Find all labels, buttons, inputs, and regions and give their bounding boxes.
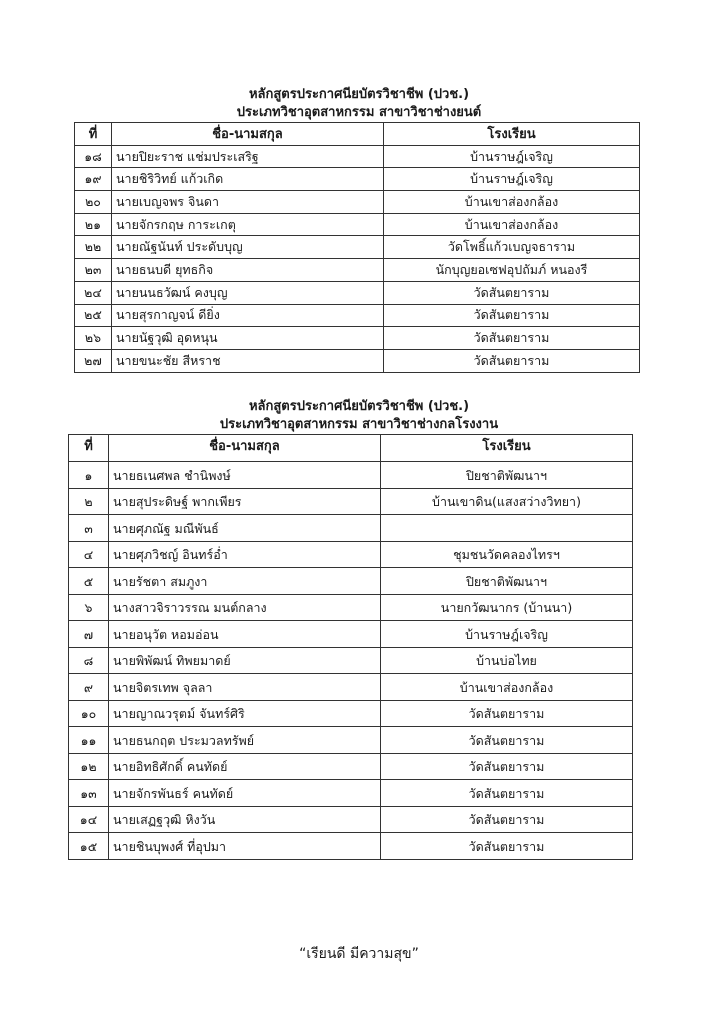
section2-subtitle: ประเภทวิชาอุตสาหกรรม สาขาวิชาช่างกลโรงงาน: [219, 417, 499, 432]
student-name: นายจักรพันธร์ คนทัดย์: [109, 780, 381, 807]
school-name: บ้านเขาส่องกล้อง: [381, 674, 633, 701]
student-name: นายอิทธิศักดิ์ คนทัดย์: [109, 753, 381, 780]
table-row: [69, 674, 633, 701]
section1-subtitle: ประเภทวิชาอุตสาหกรรม สาขาวิชาช่างยนต์: [236, 105, 482, 120]
footer-motto: “เรียนดี มีความสุข”: [299, 946, 419, 962]
school-name: วัดสันตยาราม: [381, 833, 633, 860]
table-row: [75, 327, 640, 350]
row-number: ๓: [69, 515, 109, 542]
section1-title: หลักสูตรประกาศนียบัตรวิชาชีพ (ปวช.): [248, 87, 470, 102]
school-name: ชุมชนวัดคลองไทรฯ: [381, 541, 633, 568]
table-row: [69, 833, 633, 860]
row-number: ๒๓: [75, 259, 112, 282]
header-name: ชื่อ-นามสกุล: [109, 435, 381, 462]
table-row: [69, 594, 633, 621]
table-header-row: [69, 435, 633, 462]
student-name: นายญาณวรุตม์ จันทร์ศิริ: [109, 700, 381, 727]
table-row: [75, 145, 640, 168]
student-name: นายอนุวัต หอมอ่อน: [109, 621, 381, 648]
student-name: นางสาวจิราวรรณ มนต์กลาง: [109, 594, 381, 621]
student-name: นายศุภณัฐ มณีพันธ์: [109, 515, 381, 542]
student-name: นายขนะชัย สีหราช: [112, 349, 384, 372]
student-name: นายธเนศพล ชำนิพงษ์: [109, 462, 381, 489]
school-name: วัดสันตยาราม: [384, 349, 640, 372]
row-number: ๒๑: [75, 213, 112, 236]
section2-table: [68, 434, 633, 860]
table-row: [69, 462, 633, 489]
student-name: นายพิพัฒน์ ทิพยมาดย์: [109, 647, 381, 674]
table-header-row: [75, 123, 640, 146]
row-number: ๙: [69, 674, 109, 701]
school-name: วัดสันตยาราม: [384, 327, 640, 350]
table-row: [69, 700, 633, 727]
row-number: ๑๔: [69, 806, 109, 833]
table-row: [69, 753, 633, 780]
table-row: [69, 541, 633, 568]
school-name: บ้านราษฎ์เจริญ: [384, 168, 640, 191]
row-number: ๕: [69, 568, 109, 595]
student-name: นายจักรกฤษ การะเกตุ: [112, 213, 384, 236]
school-name: บ้านราษฎ์เจริญ: [381, 621, 633, 648]
school-name: บ้านบ่อไทย: [381, 647, 633, 674]
student-name: นายธนกฤต ประมวลทรัพย์: [109, 727, 381, 754]
school-name: นักบุญยอเซฟอุปถัมภ์ หนองรี: [384, 259, 640, 282]
school-name: ปิยชาติพัฒนาฯ: [381, 462, 633, 489]
row-number: ๗: [69, 621, 109, 648]
student-name: นายสุรกาญจน์ ดียิ่ง: [112, 304, 384, 327]
row-number: ๑๐: [69, 700, 109, 727]
table-row: [69, 647, 633, 674]
table-row: [75, 259, 640, 282]
header-no: ที่: [75, 123, 112, 146]
section2-title: หลักสูตรประกาศนียบัตรวิชาชีพ (ปวช.): [248, 399, 470, 414]
school-name: วัดสันตยาราม: [381, 727, 633, 754]
row-number: ๒๐: [75, 191, 112, 214]
row-number: ๒๕: [75, 304, 112, 327]
header-school: โรงเรียน: [381, 435, 633, 462]
table-row: [69, 515, 633, 542]
school-name: [381, 515, 633, 542]
student-name: นายเบญจพร จินดา: [112, 191, 384, 214]
student-name: นายจิตรเทพ จุลลา: [109, 674, 381, 701]
school-name: วัดโพธิ์แก้วเบญจธาราม: [384, 236, 640, 259]
table-row: [69, 727, 633, 754]
header-no: ที่: [69, 435, 109, 462]
table-row: [69, 806, 633, 833]
row-number: ๒๖: [75, 327, 112, 350]
table-row: [69, 568, 633, 595]
school-name: วัดสันตยาราม: [381, 700, 633, 727]
student-name: นายชินบุพงศ์ ที่อุปมา: [109, 833, 381, 860]
student-name: นายศุภวิชญ์ อินทร์อ่ำ: [109, 541, 381, 568]
student-name: นายธนบดี ยุทธกิจ: [112, 259, 384, 282]
student-name: นายชิริวิทย์ แก้วเกิด: [112, 168, 384, 191]
school-name: ปิยชาติพัฒนาฯ: [381, 568, 633, 595]
table-row: [69, 780, 633, 807]
student-name: นายรัชตา สมภูงา: [109, 568, 381, 595]
row-number: ๒๒: [75, 236, 112, 259]
school-name: บ้านเขาดิน(แสงสว่างวิทยา): [381, 488, 633, 515]
table-row: [75, 236, 640, 259]
table-row: [75, 304, 640, 327]
student-name: นายนัฐวุฒิ อุดหนุน: [112, 327, 384, 350]
student-name: นายสุประดิษฐ์ พากเพียร: [109, 488, 381, 515]
row-number: ๑: [69, 462, 109, 489]
table-row: [75, 281, 640, 304]
row-number: ๔: [69, 541, 109, 568]
row-number: ๑๙: [75, 168, 112, 191]
school-name: วัดสันตยาราม: [381, 753, 633, 780]
table-row: [75, 191, 640, 214]
school-name: นายกวัฒนากร (บ้านนา): [381, 594, 633, 621]
table-row: [75, 213, 640, 236]
student-name: นายณัฐนันท์ ประดับบุญ: [112, 236, 384, 259]
student-name: นายปิยะราช แช่มประเสริฐ: [112, 145, 384, 168]
table-row: [69, 621, 633, 648]
row-number: ๒๗: [75, 349, 112, 372]
school-name: บ้านราษฎ์เจริญ: [384, 145, 640, 168]
student-name: นายนนธวัฒน์ คงบุญ: [112, 281, 384, 304]
school-name: วัดสันตยาราม: [381, 780, 633, 807]
header-school: โรงเรียน: [384, 123, 640, 146]
school-name: บ้านเขาส่องกล้อง: [384, 191, 640, 214]
table-row: [69, 488, 633, 515]
row-number: ๒๔: [75, 281, 112, 304]
section1-table: [74, 122, 640, 373]
school-name: วัดสันตยาราม: [384, 281, 640, 304]
row-number: ๑๓: [69, 780, 109, 807]
row-number: ๑๕: [69, 833, 109, 860]
row-number: ๑๒: [69, 753, 109, 780]
row-number: ๖: [69, 594, 109, 621]
table-row: [75, 349, 640, 372]
header-name: ชื่อ-นามสกุล: [112, 123, 384, 146]
school-name: บ้านเขาส่องกล้อง: [384, 213, 640, 236]
school-name: วัดสันตยาราม: [384, 304, 640, 327]
row-number: ๒: [69, 488, 109, 515]
row-number: ๑๑: [69, 727, 109, 754]
student-name: นายเสฏฐวุฒิ หิงวัน: [109, 806, 381, 833]
table-row: [75, 168, 640, 191]
row-number: ๘: [69, 647, 109, 674]
row-number: ๑๘: [75, 145, 112, 168]
school-name: วัดสันตยาราม: [381, 806, 633, 833]
